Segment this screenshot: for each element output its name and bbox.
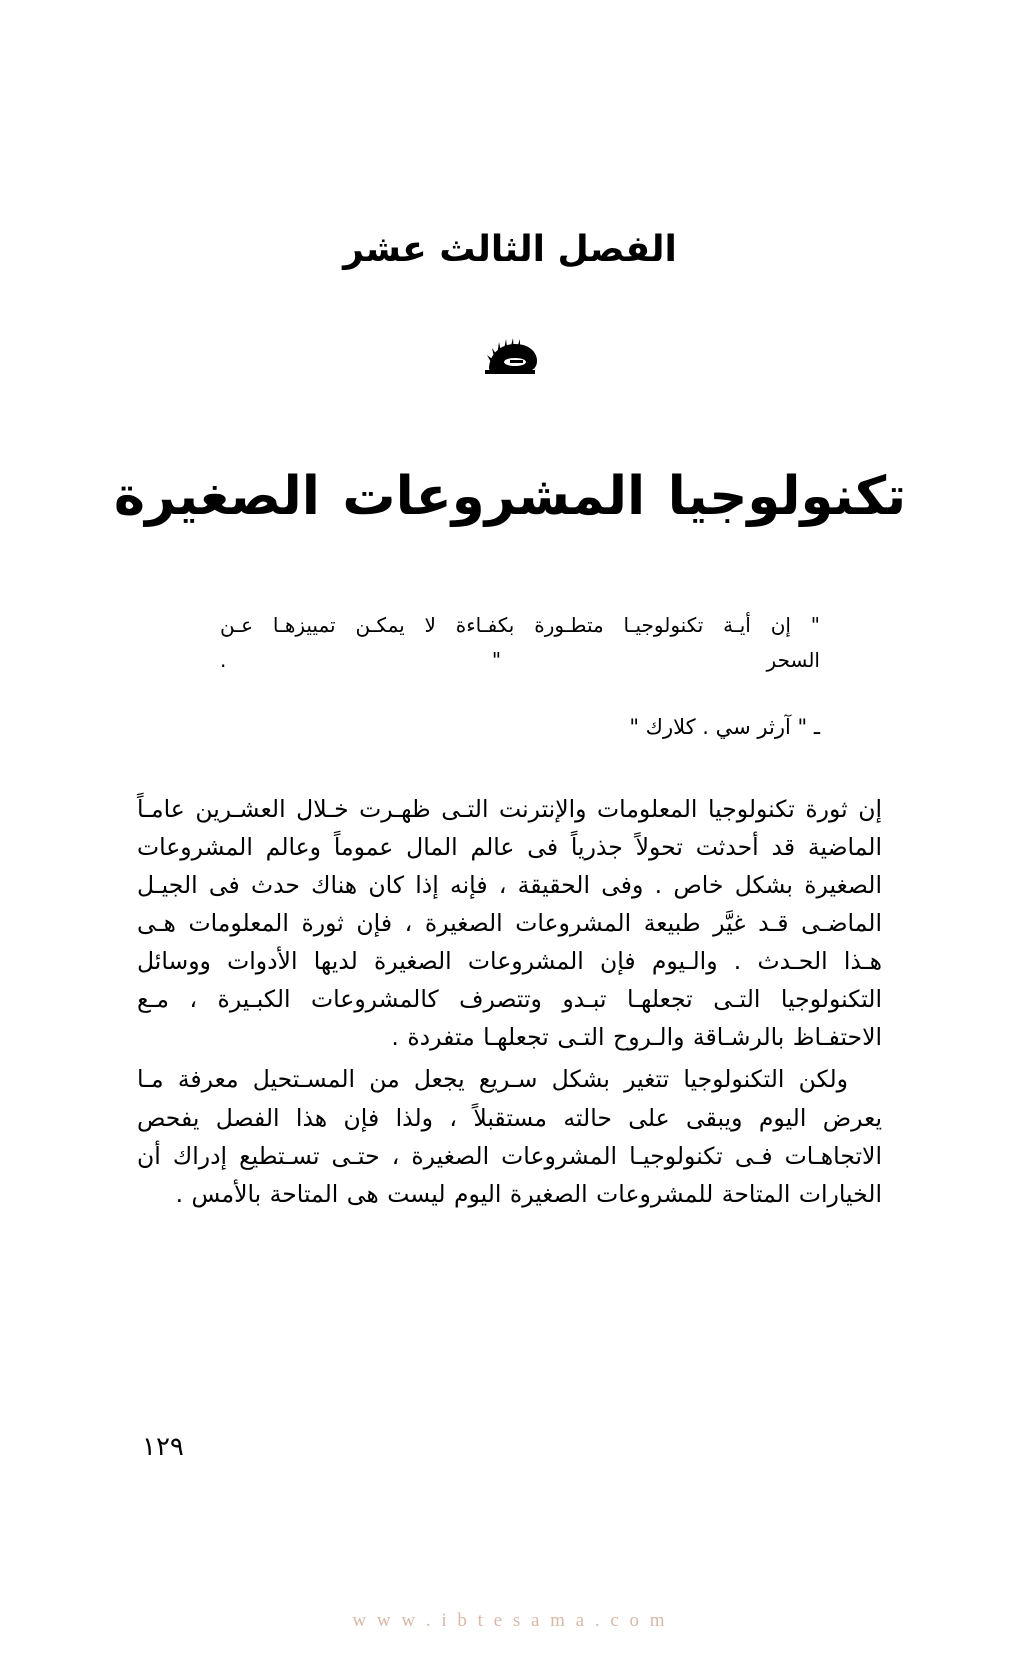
epigraph-attribution: ـ " آرثر سي . كلارك " bbox=[629, 715, 820, 739]
epigraph-line-1: " إن أيـة تكنولوجيـا متطـورة بكفـاءة لا يمكـن تمييزهـا عـن bbox=[220, 613, 820, 637]
body-paragraph: إن ثورة تكنولوجيا المعلومات والإنترنت التـى ظهـرت خـلال العشـرين عامـاً الماضية قد أحدثت تحولاً جذرياً فى عالم المال عموماً وعالم المشروعات الصغيرة بشكل خاص . وفى الحقيقة ، فإنه إذا كان هناك حدث فى الجيـل الماضـى قـد غيَّر طبيعة المشروعات الصغيرة ، فإن ثورة المعلومات هـى هـذا الحـدث . والـيوم فإن المشروعات الصغيرة لديها الأدوات ووسائل التكنولوجيا التـى تجعلهـا تبـدو وتتصرف كالمشروعات الكبـيرة ، مـع الاحتفـاظ بالرشـاقة والـروح التـى تجعلهـا متفردة . bbox=[137, 795, 882, 1052]
body-paragraph: ولكن التكنولوجيا تتغير بشكل سـريع يجعل من المسـتحيل معرفة مـا يعرض اليوم ويبقى على حالته مستقبلاً ، ولذا فإن هذا الفصل يفحص الاتجاهـات فـى تكنولوجيـا المشروعات الصغيرة ، حتـى تسـتطيع إدراك أن الخيارات المتاحة للمشروعات الصغيرة اليوم ليست هى المتاحة بالأمس . bbox=[137, 1065, 882, 1208]
watermark: w w w . i b t e s a m a . c o m bbox=[352, 1610, 668, 1631]
page-title: تكنولوجيا المشروعات الصغيرة bbox=[113, 465, 907, 527]
epigraph-line-2: السحر " . bbox=[220, 648, 820, 672]
epigraph-quote bbox=[220, 608, 820, 678]
page-number: ١٢٩ bbox=[142, 1432, 184, 1462]
body-text bbox=[137, 790, 882, 1215]
spiral-shell-ornament-icon bbox=[479, 346, 541, 365]
chapter-label: الفصل الثالث عشر bbox=[343, 229, 677, 270]
ornament bbox=[0, 336, 1020, 396]
